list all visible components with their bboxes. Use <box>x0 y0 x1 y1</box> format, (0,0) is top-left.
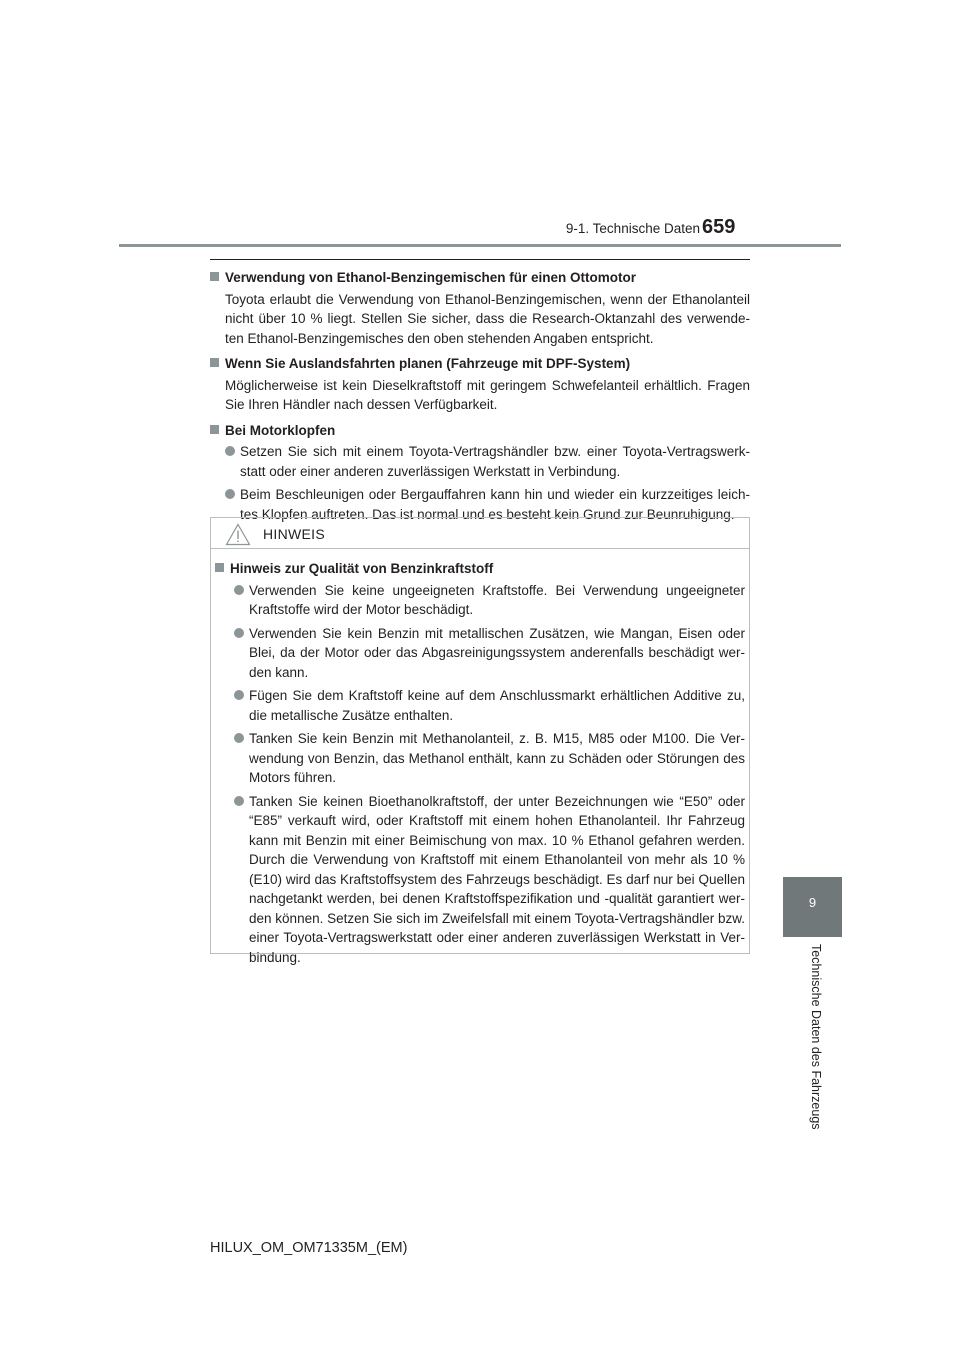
section-heading: 9-1. Technische Daten <box>565 221 700 236</box>
section-title <box>210 354 750 374</box>
list-item-text: Tanken Sie keinen Bioethanolkraftstoff, der unter Bezeichnungen wie “E50” oder “E85” verkauft wird, oder Kraftstoff mit einem hohen Ethanolanteil. Ihr Fahrzeug kann mit Benzin mit einer Beimischung von max. 10 % Ethanol gefahren werden. Durch die Verwendung von Kraftstoff mit einem Ethanolanteil von mehr als 10 % (E10) wird das Kraftstoffsystem des Fahrzeugs beschädigt. Es darf nur bei Quellen nachgetankt werden, bei denen Kraftstoffspezifikation und -qualität garantiert wer-den können. Setzen Sie sich im Zweifelsfall mit einem Toyota-Vertragshändler bzw. einer Toyota-Vertragswerkstatt oder einer anderen zuverlässigen Werkstatt in Ver-bindung. <box>249 793 745 965</box>
warning-triangle-icon <box>225 523 251 546</box>
round-bullet-icon <box>234 628 244 638</box>
notice-box <box>210 517 750 965</box>
list-item-text: Verwenden Sie keine ungeeigneten Kraftstoffe. Bei Verwendung ungeeigneter Kraftstoffe wird der Motor beschädigt. <box>249 582 745 617</box>
content-divider <box>210 259 750 260</box>
section-body: Möglicherweise ist kein Dieselkraftstoff mit geringem Schwefelanteil erhältlich. Fragen Sie Ihren Händler nach dessen Verfügbarkeit. <box>225 377 750 412</box>
round-bullet-icon <box>225 489 235 499</box>
round-bullet-icon <box>234 690 244 700</box>
square-bullet-icon <box>210 272 219 281</box>
list-item <box>215 624 745 683</box>
section-title-text: Verwendung von Ethanol-Benzingemischen für einen Ottomotor <box>225 270 637 285</box>
round-bullet-icon <box>234 585 244 595</box>
section-knocking <box>210 421 750 525</box>
square-bullet-icon <box>210 425 219 434</box>
chapter-tab-label: Technische Daten des Fahrzeugs <box>809 944 823 1130</box>
chapter-tab-number: 9 <box>808 895 817 910</box>
notice-subtitle <box>215 559 745 579</box>
list-item <box>215 686 745 725</box>
header-rule <box>119 244 841 247</box>
section-title <box>210 421 750 441</box>
list-item <box>215 792 745 968</box>
list-item <box>215 729 745 788</box>
page-number: 659 <box>702 216 736 238</box>
section-title-text: Bei Motorklopfen <box>225 422 336 438</box>
list-item-text: Fügen Sie dem Kraftstoff keine auf dem Anschlussmarkt erhältlichen Additive zu, die metallische Zusätze enthalten. <box>249 688 745 723</box>
document-id: HILUX_OM_OM71335M_(EM) <box>210 1240 408 1256</box>
section-title-text: Wenn Sie Auslandsfahrten planen (Fahrzeuge mit DPF-System) <box>225 356 631 371</box>
square-bullet-icon <box>215 563 224 572</box>
main-content <box>210 268 750 530</box>
square-bullet-icon <box>210 358 219 367</box>
list-item-text: Setzen Sie sich mit einem Toyota-Vertragshändler bzw. einer Toyota-Vertragswerk-statt oder einer anderen zuverlässigen Werkstatt in Verbindung. <box>240 444 750 479</box>
section-abroad <box>210 354 750 415</box>
notice-title: HINWEIS <box>263 526 325 542</box>
round-bullet-icon <box>225 446 235 456</box>
section-ethanol <box>210 268 750 348</box>
list-item <box>210 442 750 481</box>
section-body: Toyota erlaubt die Verwendung von Ethanol-Benzingemischen, wenn der Ethanolanteil nicht über 10 % liegt. Stellen Sie sicher, dass die Research-Oktanzahl des verwende-ten Ethanol-Benzingemisches den oben stehenden Angaben entspricht. <box>225 291 750 346</box>
round-bullet-icon <box>234 796 244 806</box>
section-title <box>210 268 750 288</box>
notice-header <box>211 518 749 549</box>
list-item-text: Tanken Sie kein Benzin mit Methanolanteil, z. B. M15, M85 oder M100. Die Ver-wendung von Benzin, das Methanol enthält, kann zu Schäden oder Störungen des Motors führen. <box>249 731 745 785</box>
list-item-text: Beim Beschleunigen oder Bergauffahren kann hin und wieder ein kurzzeitiges leich-tes Klopfen auftreten. Das ist normal und es besteht kein Grund zur Beunruhigung. <box>240 487 750 522</box>
notice-subtitle-text: Hinweis zur Qualität von Benzinkraftstoff <box>230 561 494 576</box>
list-item <box>215 581 745 620</box>
list-item-text: Verwenden Sie kein Benzin mit metallischen Zusätzen, wie Mangan, Eisen oder Blei, da der Motor oder das Abgasreinigungssystem anderenfalls beschädigt wer-den kann. <box>249 625 745 680</box>
notice-body <box>215 559 745 971</box>
round-bullet-icon <box>234 733 244 743</box>
